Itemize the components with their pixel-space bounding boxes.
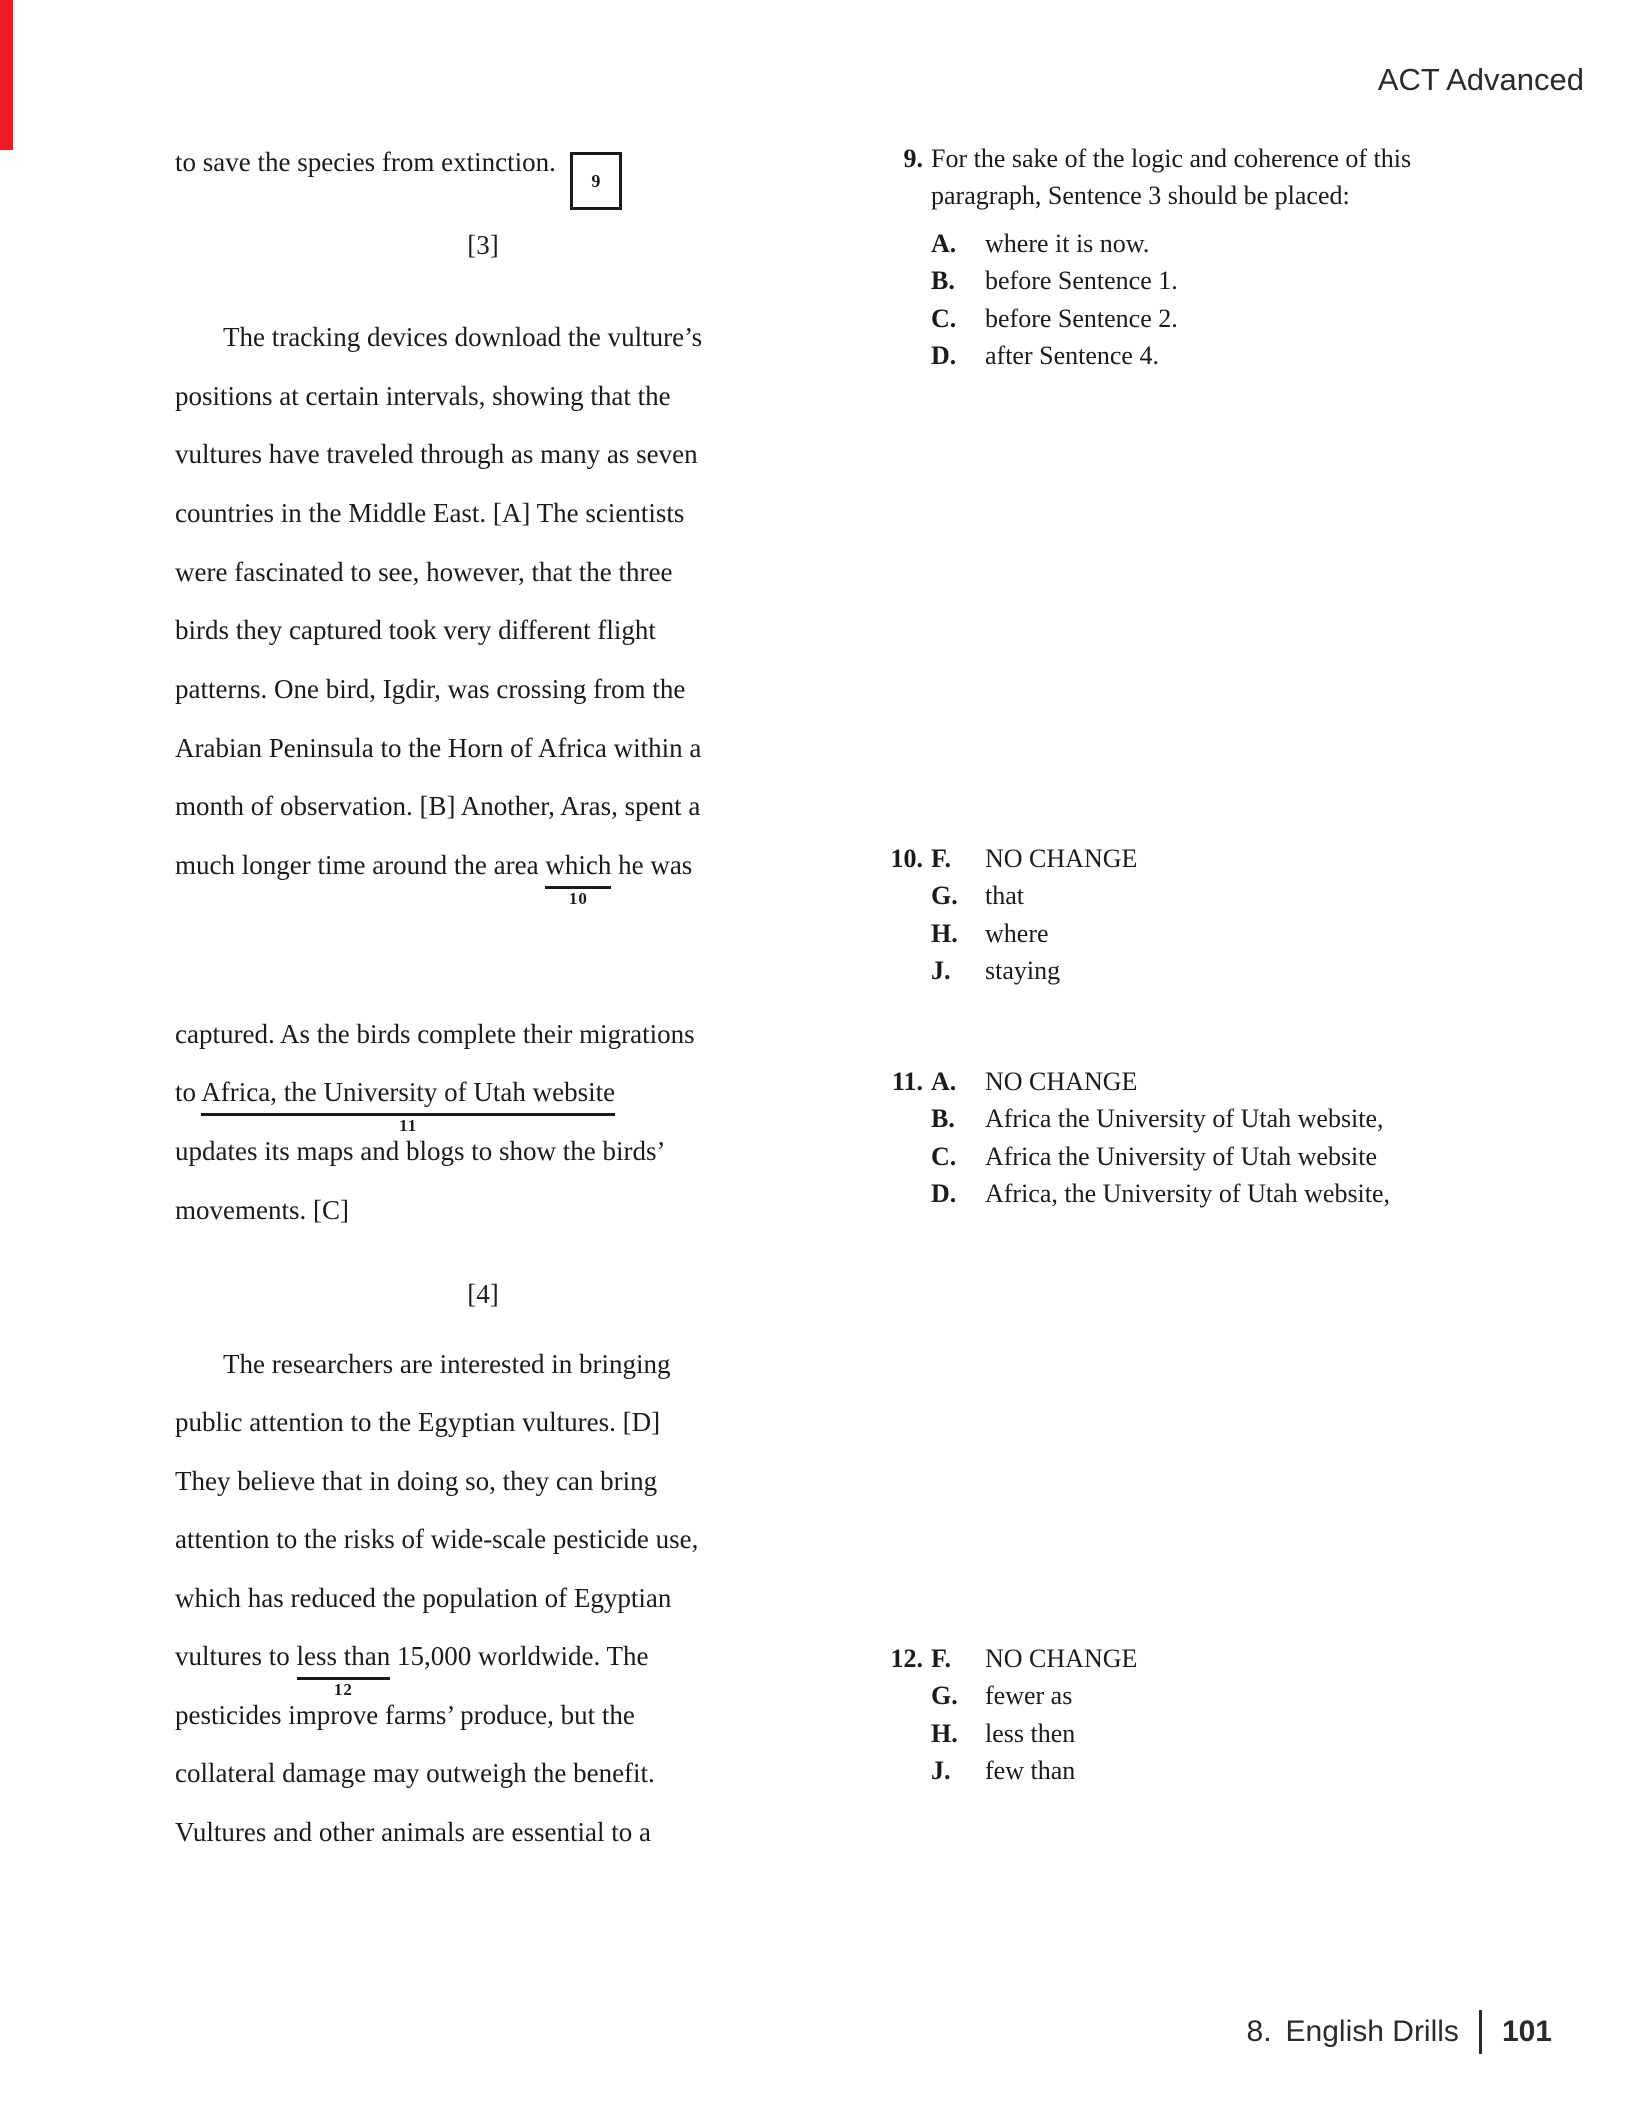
option-letter: B. (931, 1104, 955, 1134)
option-text: Africa the University of Utah website (985, 1141, 1378, 1171)
footer-section-title: English Drills (1285, 2015, 1459, 2048)
underline-number-10: 10 (568, 889, 588, 908)
option-letter: D. (931, 341, 957, 371)
underline-number-11: 11 (399, 1116, 418, 1135)
answer-option (931, 1640, 1137, 1677)
option-text: NO CHANGE (985, 1644, 1138, 1673)
question-12 (868, 1640, 1588, 1790)
option-text: fewer as (985, 1681, 1073, 1711)
option-text: where it is now. (985, 229, 1150, 258)
option-letter: A. (931, 229, 957, 258)
passage-text: 15,000 worldwide. The (390, 1641, 649, 1671)
passage-text: vultures to (175, 1641, 297, 1671)
option-letter: D. (931, 1179, 957, 1209)
passage-line: which has reduced the population of Egyptian (175, 1583, 672, 1613)
passage-line: countries in the Middle East. [A] The scientists (175, 498, 685, 528)
edition-header: ACT Advanced (1377, 62, 1584, 97)
passage-line: collateral damage may outweigh the benefit. (175, 1758, 655, 1788)
answer-option (931, 915, 1137, 952)
question-number: 12. (890, 1644, 923, 1673)
answer-option (931, 225, 1516, 262)
passage-line: vultures have traveled through as many as seven (175, 439, 698, 469)
option-letter: F. (931, 1644, 951, 1673)
question-9-reference-box (570, 152, 622, 210)
option-text: where (985, 918, 1049, 948)
underlined-text: less than (296, 1641, 391, 1671)
underlined-segment-12 (296, 1641, 391, 1699)
answer-option (931, 877, 1137, 914)
option-letter: G. (931, 881, 958, 911)
passage-line: Vultures and other animals are essential to a (175, 1817, 651, 1847)
passage-line (175, 145, 791, 210)
question-number: 11. (891, 1067, 923, 1096)
option-letter: A. (931, 1067, 957, 1096)
passage-line: birds they captured took very different flight (175, 615, 656, 645)
answer-option (931, 840, 1137, 877)
passage-line: were fascinated to see, however, that the three (175, 557, 673, 587)
passage-line: positions at certain intervals, showing that the (175, 381, 671, 411)
passage-line: captured. As the birds complete their migrations (175, 1019, 695, 1049)
option-text: less then (985, 1718, 1076, 1748)
answer-option (931, 337, 1516, 374)
passage-line: attention to the risks of wide-scale pesticide use, (175, 1524, 699, 1554)
question-number: 10. (890, 844, 923, 873)
option-letter: J. (931, 956, 951, 986)
question-9-box-number: 9 (591, 171, 601, 191)
question-text: For the sake of the logic and coherence of this paragraph, Sentence 3 should be placed: (931, 144, 1412, 210)
answer-option (931, 1100, 1390, 1137)
option-text: few than (985, 1756, 1076, 1786)
passage-line: pesticides improve farms’ produce, but the (175, 1700, 635, 1730)
option-letter: F. (931, 844, 951, 873)
passage-text: to (175, 1077, 202, 1107)
option-letter: H. (931, 1718, 958, 1748)
answer-option (931, 1175, 1390, 1212)
option-letter: C. (931, 303, 957, 333)
paragraph-marker-4: [4] (467, 1279, 499, 1309)
option-letter: H. (931, 918, 958, 948)
footer-chapter-number: 8. (1246, 2015, 1272, 2048)
passage-line: updates its maps and blogs to show the birds’ (175, 1136, 666, 1166)
footer-page-number: 101 (1501, 2015, 1552, 2048)
option-letter: J. (931, 1756, 951, 1786)
passage-line: Arabian Peninsula to the Horn of Africa within a (175, 733, 702, 763)
answer-option (931, 300, 1516, 337)
passage-line: They believe that in doing so, they can bring (175, 1466, 658, 1496)
question-10 (868, 840, 1588, 990)
footer-divider (1479, 2010, 1482, 2054)
underlined-text: which (545, 850, 612, 880)
option-text: Africa the University of Utah website, (985, 1104, 1384, 1134)
passage-line (175, 1639, 791, 1699)
answer-option (931, 1063, 1390, 1100)
option-text: that (985, 881, 1024, 911)
passage-line: The tracking devices download the vulture’s (223, 322, 703, 352)
underlined-segment-10 (545, 850, 612, 908)
passage-line (175, 848, 791, 908)
answer-option (931, 952, 1137, 989)
passage-line: month of observation. [B] Another, Aras, spent a (175, 791, 701, 821)
option-text: NO CHANGE (985, 1067, 1138, 1096)
question-11 (868, 1063, 1588, 1213)
option-text: Africa, the University of Utah website, (985, 1179, 1391, 1209)
answer-option (931, 262, 1516, 299)
option-letter: G. (931, 1681, 958, 1711)
page-edge-red-tab (0, 0, 13, 150)
option-letter: C. (931, 1141, 957, 1171)
passage-line: public attention to the Egyptian vultures. [D] (175, 1407, 661, 1437)
option-letter: B. (931, 266, 955, 296)
underline-number-12: 12 (333, 1680, 353, 1699)
answer-option (931, 1715, 1137, 1752)
passage-line (175, 1075, 791, 1135)
passage-text: he was (611, 850, 693, 880)
answer-option (931, 1752, 1137, 1789)
paragraph-marker-3: [3] (467, 230, 499, 260)
passage-text: to save the species from extinction. (175, 147, 556, 177)
passage-line: The researchers are interested in bringing (223, 1349, 671, 1379)
answer-option (931, 1138, 1390, 1175)
answer-option (931, 1677, 1137, 1714)
passage-text: much longer time around the area (175, 850, 546, 880)
page-footer (1247, 2010, 1552, 2054)
option-text: NO CHANGE (985, 844, 1138, 873)
underlined-segment-11 (201, 1077, 616, 1135)
underlined-text: Africa, the University of Utah website (201, 1077, 616, 1107)
question-number: 9. (903, 144, 923, 173)
option-text: staying (985, 956, 1061, 986)
question-9 (868, 140, 1588, 375)
option-text: after Sentence 4. (985, 341, 1159, 371)
option-text: before Sentence 1. (985, 266, 1178, 296)
passage-line: movements. [C] (175, 1195, 349, 1225)
option-text: before Sentence 2. (985, 303, 1178, 333)
passage-line: patterns. One bird, Igdir, was crossing from the (175, 674, 686, 704)
